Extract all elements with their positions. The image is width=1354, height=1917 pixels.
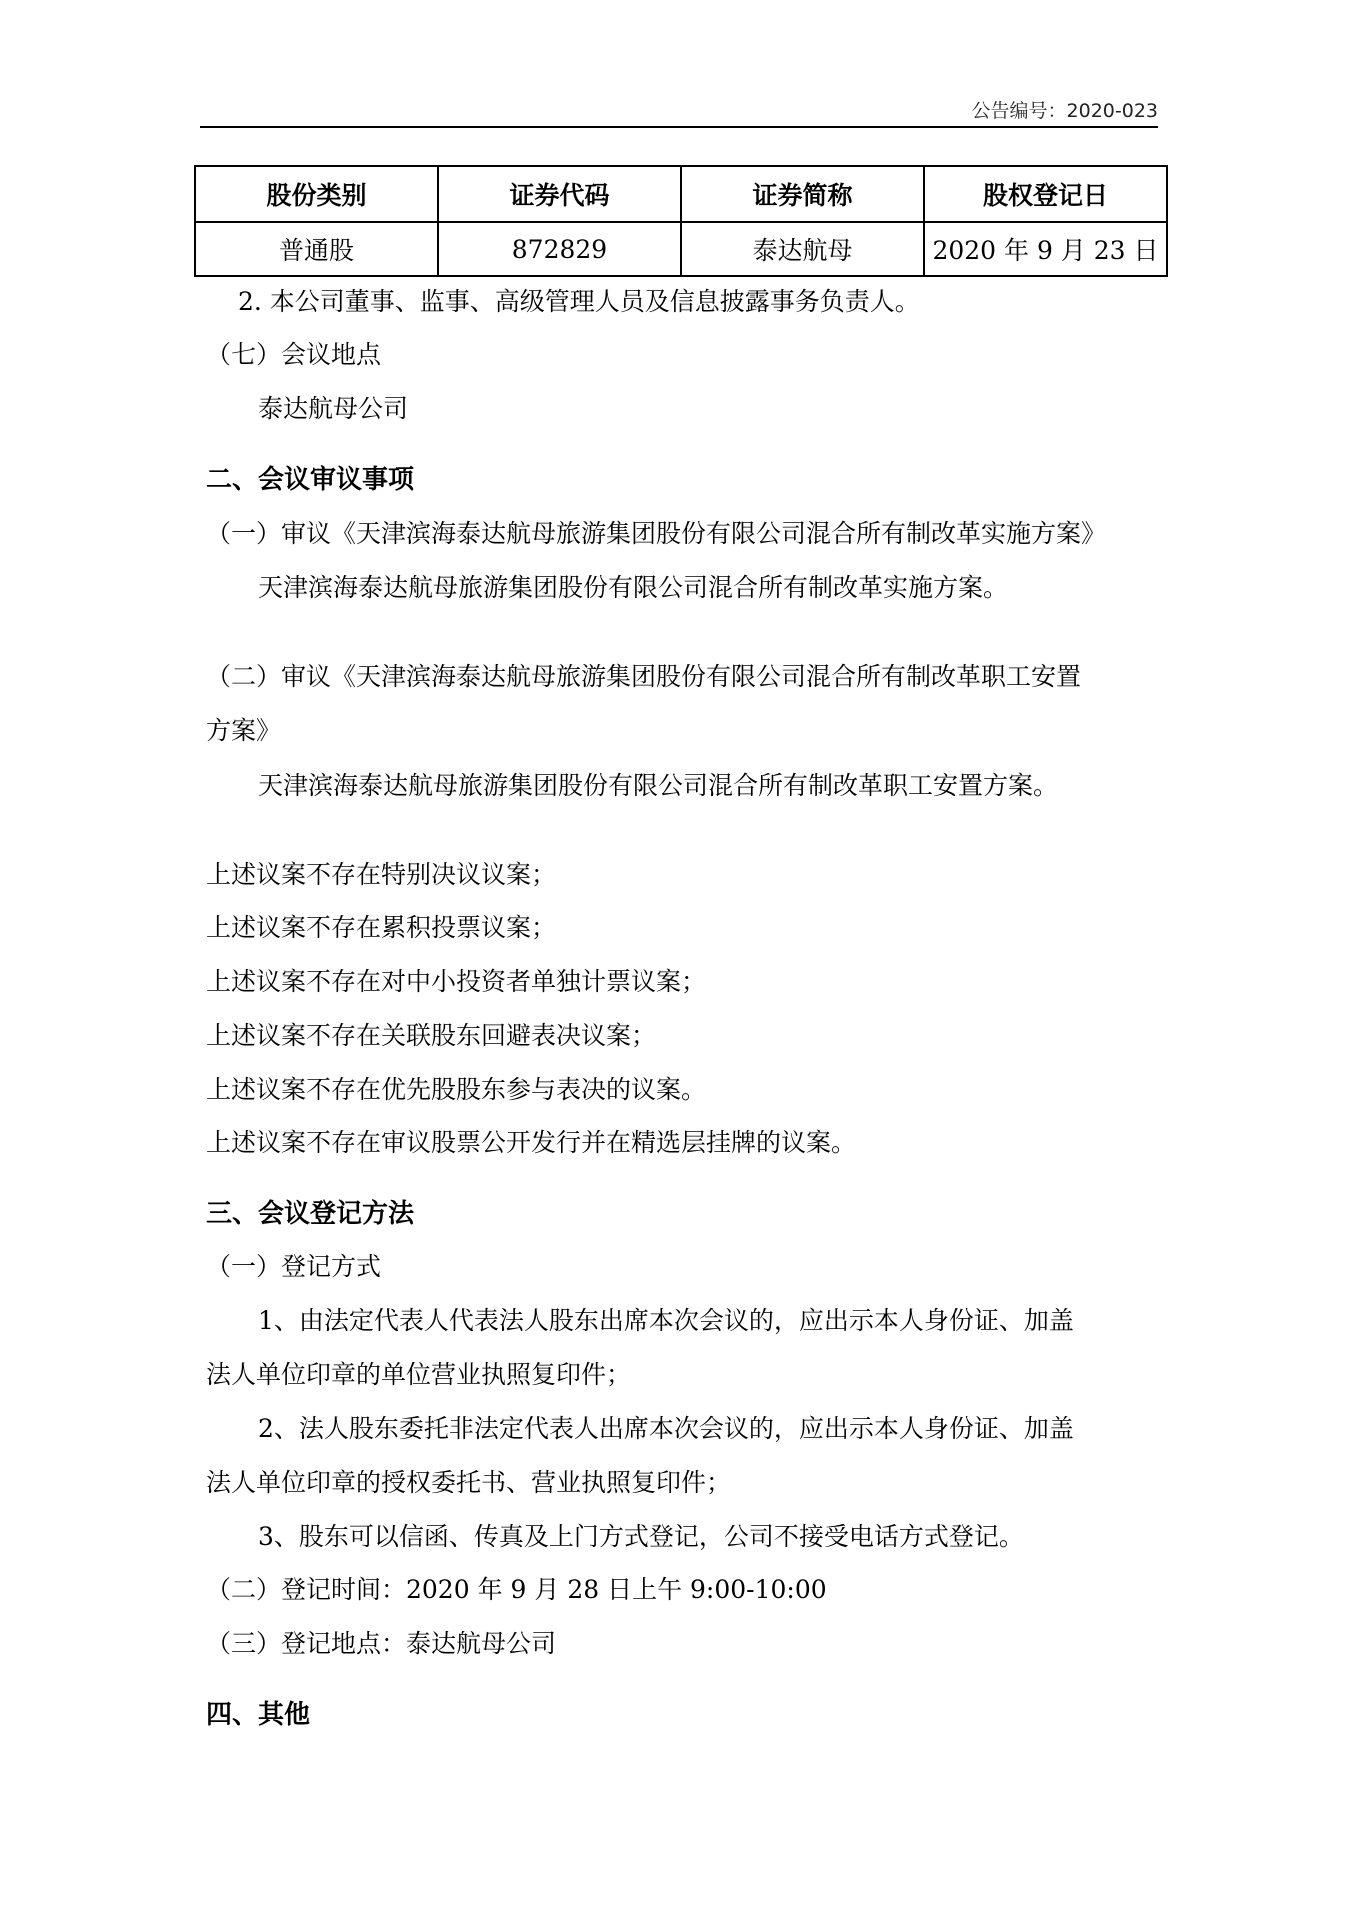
table-header-row [195,166,1167,222]
notice-number: 公告编号：2020-023 [971,100,1158,122]
section3-title: 三、会议登记方法 [206,1199,415,1229]
table-row [195,222,1167,276]
venue-text: 泰达航母公司 [258,394,409,423]
cell-security-abbr: 泰达航母 [681,222,924,276]
cell-share-class: 普通股 [195,222,438,276]
cell-security-code: 872829 [438,222,681,276]
header-security-code: 证券代码 [438,166,681,222]
note-related-avoidance: 上述议案不存在关联股东回避表决议案； [206,1021,657,1050]
share-registration-table [194,165,1168,277]
reg-place: （三）登记地点：泰达航母公司 [206,1629,557,1658]
method3: 3、股东可以信函、传真及上门方式登记，公司不接受电话方式登记。 [258,1522,1024,1551]
item2-title-line1: （二）审议《天津滨海泰达航母旅游集团股份有限公司混合所有制改革职工安置 [206,662,1082,691]
item2-title-line2: 方案》 [206,716,282,745]
venue-heading: （七）会议地点 [206,340,382,369]
note-special-resolution: 上述议案不存在特别决议议案； [206,860,557,889]
method2-line2: 法人单位印章的授权委托书、营业执照复印件； [206,1468,732,1497]
note-cumulative-voting: 上述议案不存在累积投票议案； [206,913,557,942]
note-separate-count: 上述议案不存在对中小投资者单独计票议案； [206,967,707,996]
section2-title: 二、会议审议事项 [206,465,415,495]
section4-title: 四、其他 [206,1700,311,1730]
reg-method-heading: （一）登记方式 [206,1252,382,1281]
reg-time: （二）登记时间：2020 年 9 月 28 日上午 9:00-10:00 [206,1575,827,1604]
attendee-2: 2. 本公司董事、监事、高级管理人员及信息披露事务负责人。 [238,287,920,316]
header-share-class: 股份类别 [195,166,438,222]
method1-line1: 1、由法定代表人代表法人股东出席本次会议的，应出示本人身份证、加盖 [258,1306,1074,1335]
method1-line2: 法人单位印章的单位营业执照复印件； [206,1360,632,1389]
item1-title: （一）审议《天津滨海泰达航母旅游集团股份有限公司混合所有制改革实施方案》 [206,519,1107,548]
header-security-abbr: 证券简称 [681,166,924,222]
header-record-date: 股权登记日 [924,166,1167,222]
note-preferred-shares: 上述议案不存在优先股股东参与表决的议案。 [206,1075,707,1104]
item1-desc: 天津滨海泰达航母旅游集团股份有限公司混合所有制改革实施方案。 [258,573,1009,602]
header-divider [200,126,1158,128]
note-select-tier: 上述议案不存在审议股票公开发行并在精选层挂牌的议案。 [206,1128,857,1157]
method2-line1: 2、法人股东委托非法定代表人出席本次会议的，应出示本人身份证、加盖 [258,1414,1074,1443]
cell-record-date: 2020 年 9 月 23 日 [924,222,1167,276]
item2-desc: 天津滨海泰达航母旅游集团股份有限公司混合所有制改革职工安置方案。 [258,771,1059,800]
